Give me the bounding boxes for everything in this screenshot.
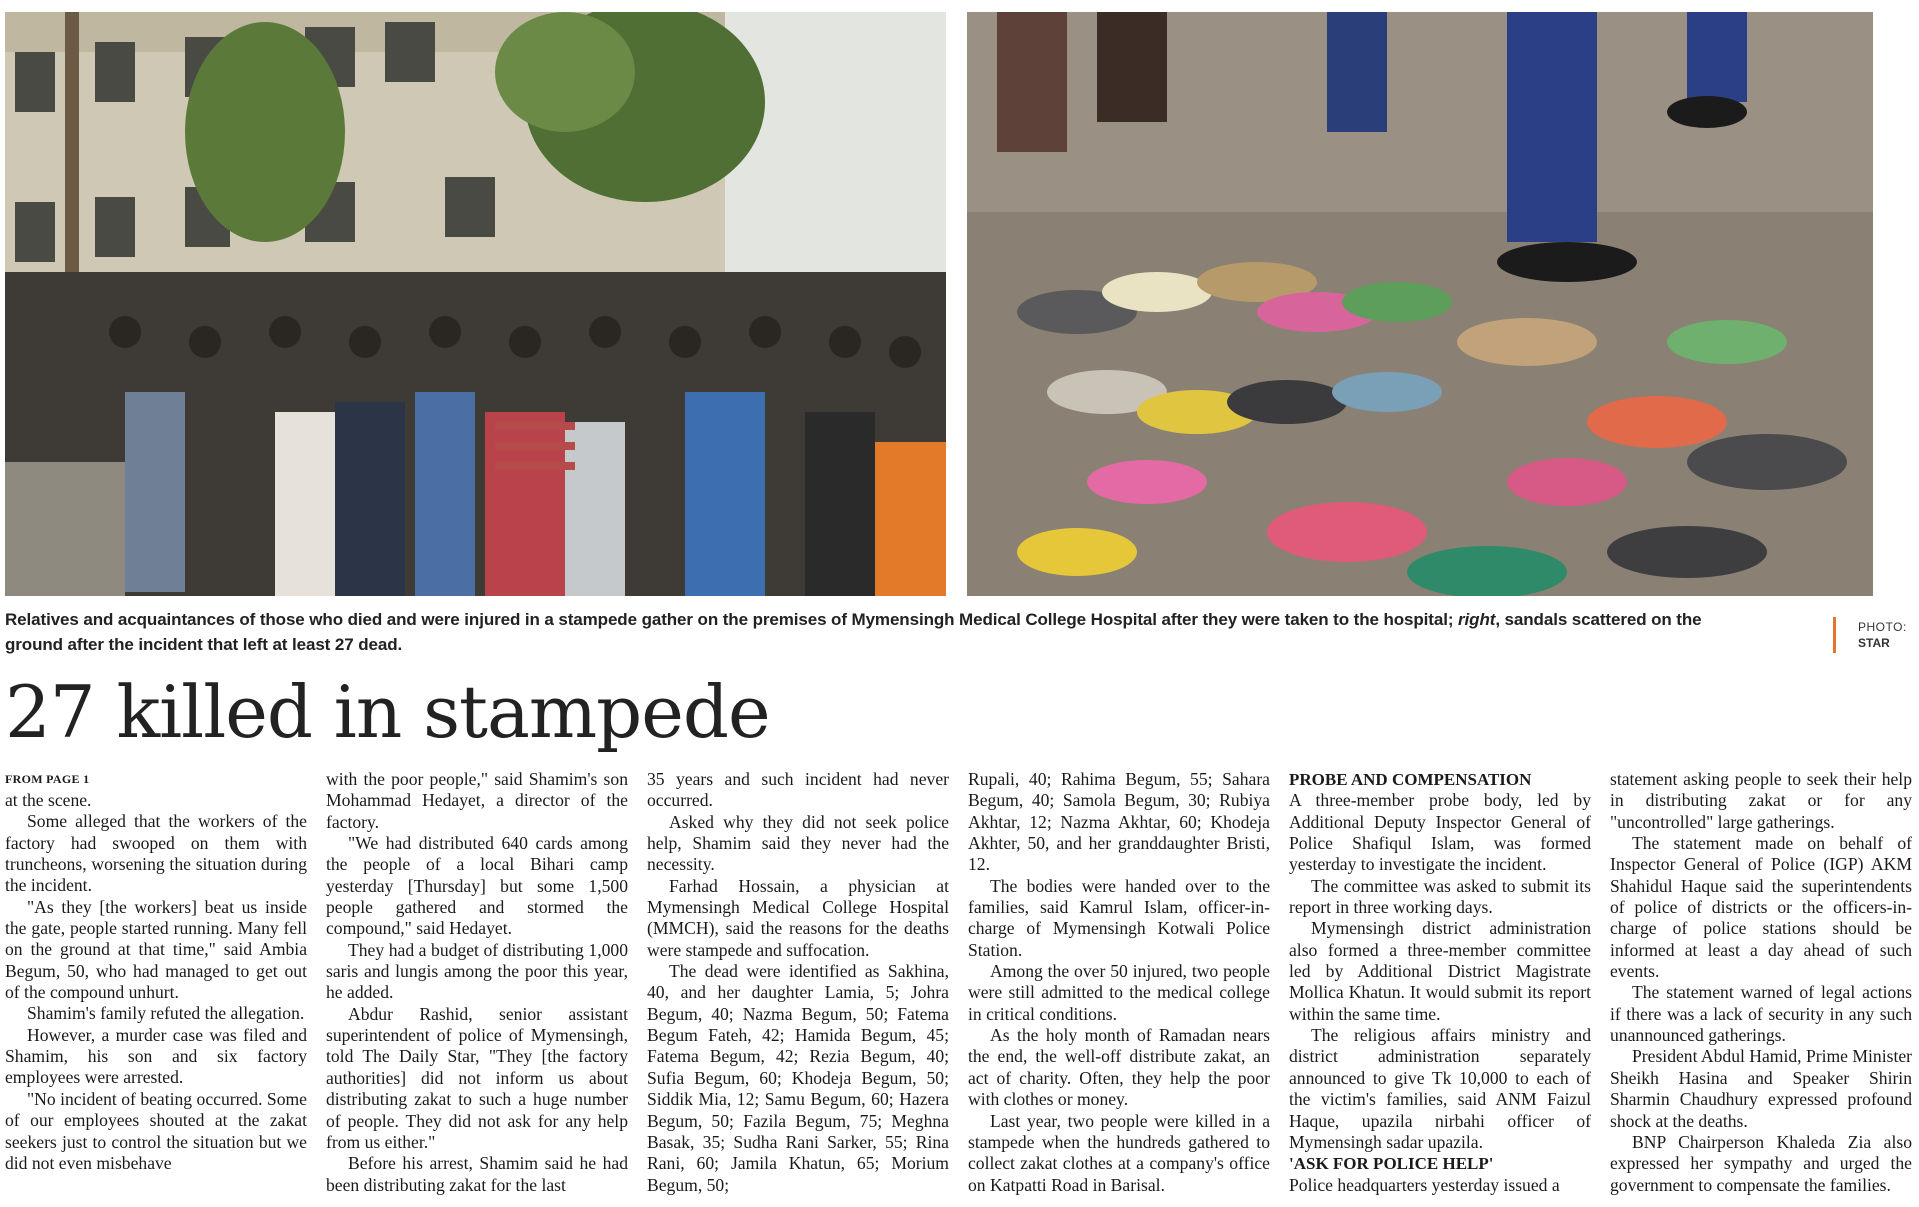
credit-accent-bar xyxy=(1833,617,1836,653)
article-column-3 xyxy=(647,769,949,1196)
paragraph: As the holy month of Ramadan nears the end, the well-off distribute zakat, an act of charity. Often, they help the poor with clothes or money. xyxy=(968,1025,1270,1110)
paragraph: The statement made on behalf of Inspector General of Police (IGP) AKM Shahidul Haque said the superintendents of police of districts or the officers-in-charge of police stations should be informed at least a day ahead of such events. xyxy=(1610,833,1912,982)
paragraph: BNP Chairperson Khaleda Zia also expressed her sympathy and urged the government to compensate the families. xyxy=(1610,1131,1912,1195)
subhead-police-help: 'ASK FOR POLICE HELP' xyxy=(1289,1154,1494,1174)
paragraph: The committee was asked to submit its report in three working days. xyxy=(1289,875,1591,918)
article-column-4 xyxy=(968,769,1270,1196)
paragraph: "As they [the workers] beat us inside the gate, people started running. Many fell on the ground at that time," said Ambia Begum, 50, who had managed to get out of the compound unhurt. xyxy=(5,896,307,1003)
paragraph: Abdur Rashid, senior assistant superintendent of police of Mymensingh, told The Daily Star, "They [the factory authorities] did not inform us about distributing zakat to such a huge number of people. They did not ask for any help from us either." xyxy=(326,1003,628,1152)
photo-credit xyxy=(1858,619,1916,651)
article-column-5 xyxy=(1289,769,1591,1196)
paragraph: Police headquarters yesterday issued a xyxy=(1289,1174,1560,1195)
paragraph: They had a budget of distributing 1,000 saris and lungis among the poor this year, he added. xyxy=(326,939,628,1003)
crowd-photo-illustration xyxy=(5,12,946,596)
paragraph: Rupali, 40; Rahima Begum, 55; Sahara Begum, 40; Samola Begum, 30; Rubiya Akhtar, 12; Nazma Akhtar, 60; Khodeja Akhter, 50, and her granddaughter Bristi, 12. xyxy=(968,769,1270,875)
paragraph: at the scene. xyxy=(5,790,92,810)
article-column-2 xyxy=(326,769,628,1196)
crowd-photo xyxy=(5,12,946,596)
headline: 27 killed in stampede xyxy=(5,670,770,754)
article-column-1 xyxy=(5,769,307,1174)
paragraph: The statement warned of legal actions if there was a lack of security in any such unannounced gatherings. xyxy=(1610,982,1912,1046)
caption-text-2: , sandals scattered on the ground after the incident that left at least 27 dead. xyxy=(5,610,1702,654)
paragraph: President Abdul Hamid, Prime Minister Sheikh Hasina and Speaker Shirin Sharmin Chaudhury expressed profound shock at the deaths. xyxy=(1610,1046,1913,1131)
from-page-label: FROM PAGE 1 xyxy=(5,772,90,786)
paragraph: Among the over 50 injured, two people were still admitted to the medical college in critical conditions. xyxy=(968,961,1270,1024)
caption-italic: right xyxy=(1458,610,1496,629)
paragraph: "We had distributed 640 cards among the people of a local Bihari camp yesterday [Thursday] but some 1,500 people gathered and stormed the compound," said Hedayet. xyxy=(326,833,628,939)
article-column-6 xyxy=(1610,769,1912,1196)
paragraph: with the poor people," said Shamim's son Mohammad Hedayet, a director of the factory. xyxy=(326,769,628,832)
paragraph: The bodies were handed over to the families, said Kamrul Islam, officer-in-charge of Mymensingh Kotwali Police Station. xyxy=(968,875,1270,960)
paragraph: 35 years and such incident had never occurred. xyxy=(647,769,949,811)
paragraph: "No incident of beating occurred. Some of our employees shouted at the zakat seekers just to control the situation but we did not even misbehave xyxy=(5,1088,307,1173)
paragraph: Mymensingh district administration also formed a three-member committee led by Additional District Magistrate Mollica Khatun. It would submit its report within the same time. xyxy=(1289,918,1591,1024)
paragraph: The religious affairs ministry and district administration separately announced to give Tk 10,000 to each of the victim's families, said ANM Faizul Haque, upazila nirbahi officer of Mymensingh sadar upazila. xyxy=(1289,1025,1591,1152)
paragraph: A three-member probe body, led by Additional Deputy Inspector General of Police Shafiqul Islam, was formed yesterday to investigate the incident. xyxy=(1289,790,1591,875)
paragraph: Last year, two people were killed in a stampede when the hundreds gathered to collect zakat clothes at a company's office on Katpatti Road in Barisal. xyxy=(968,1110,1270,1195)
paragraph: Before his arrest, Shamim said he had been distributing zakat for the last xyxy=(326,1153,628,1195)
subhead-probe: PROBE AND COMPENSATION xyxy=(1289,770,1532,789)
credit-source: STAR xyxy=(1858,636,1890,650)
paragraph: Shamim's family refuted the allegation. xyxy=(27,1003,305,1024)
paragraph: statement asking people to seek their help in distributing zakat or for any "uncontrolled" large gatherings. xyxy=(1610,769,1912,832)
paragraph: Asked why they did not seek police help, Shamim said they never had the necessity. xyxy=(647,811,949,875)
sandals-photo xyxy=(967,12,1873,596)
caption-text-1: Relatives and acquaintances of those who died and were injured in a stampede gather on the premises of Mymensingh Medical College Hospital after they were taken to the hospital; xyxy=(5,610,1459,629)
paragraph: The dead were identified as Sakhina, 40, and her daughter Lamia, 5; Johra Begum, 40; Nazma Begum, 50; Fatema Begum Fateh, 42; Hamida Begum, 45; Fatema Begum, 42; Rezia Begum, 40; Sufia Begum, 60; Khodeja Begum, 50; Siddik Mia, 12; Samu Begum, 60; Hazera Begum, 50; Fazila Begum, 75; Meghna Basak, 35; Sudha Rani Sarker, 55; Rina Rani, 60; Jamila Khatun, 65; Morium Begum, 50; xyxy=(647,961,949,1195)
paragraph: However, a murder case was filed and Shamim, his son and six factory employees were arrested. xyxy=(5,1024,307,1088)
photo-caption xyxy=(5,607,1745,657)
credit-label: PHOTO: xyxy=(1858,620,1907,634)
paragraph: Farhad Hossain, a physician at Mymensingh Medical College Hospital (MMCH), said the reasons for the deaths were stampede and suffocation. xyxy=(647,875,949,960)
sandals-photo-illustration xyxy=(967,12,1873,596)
paragraph: Some alleged that the workers of the factory had swooped on them with truncheons, worsening the situation during the incident. xyxy=(5,811,307,896)
